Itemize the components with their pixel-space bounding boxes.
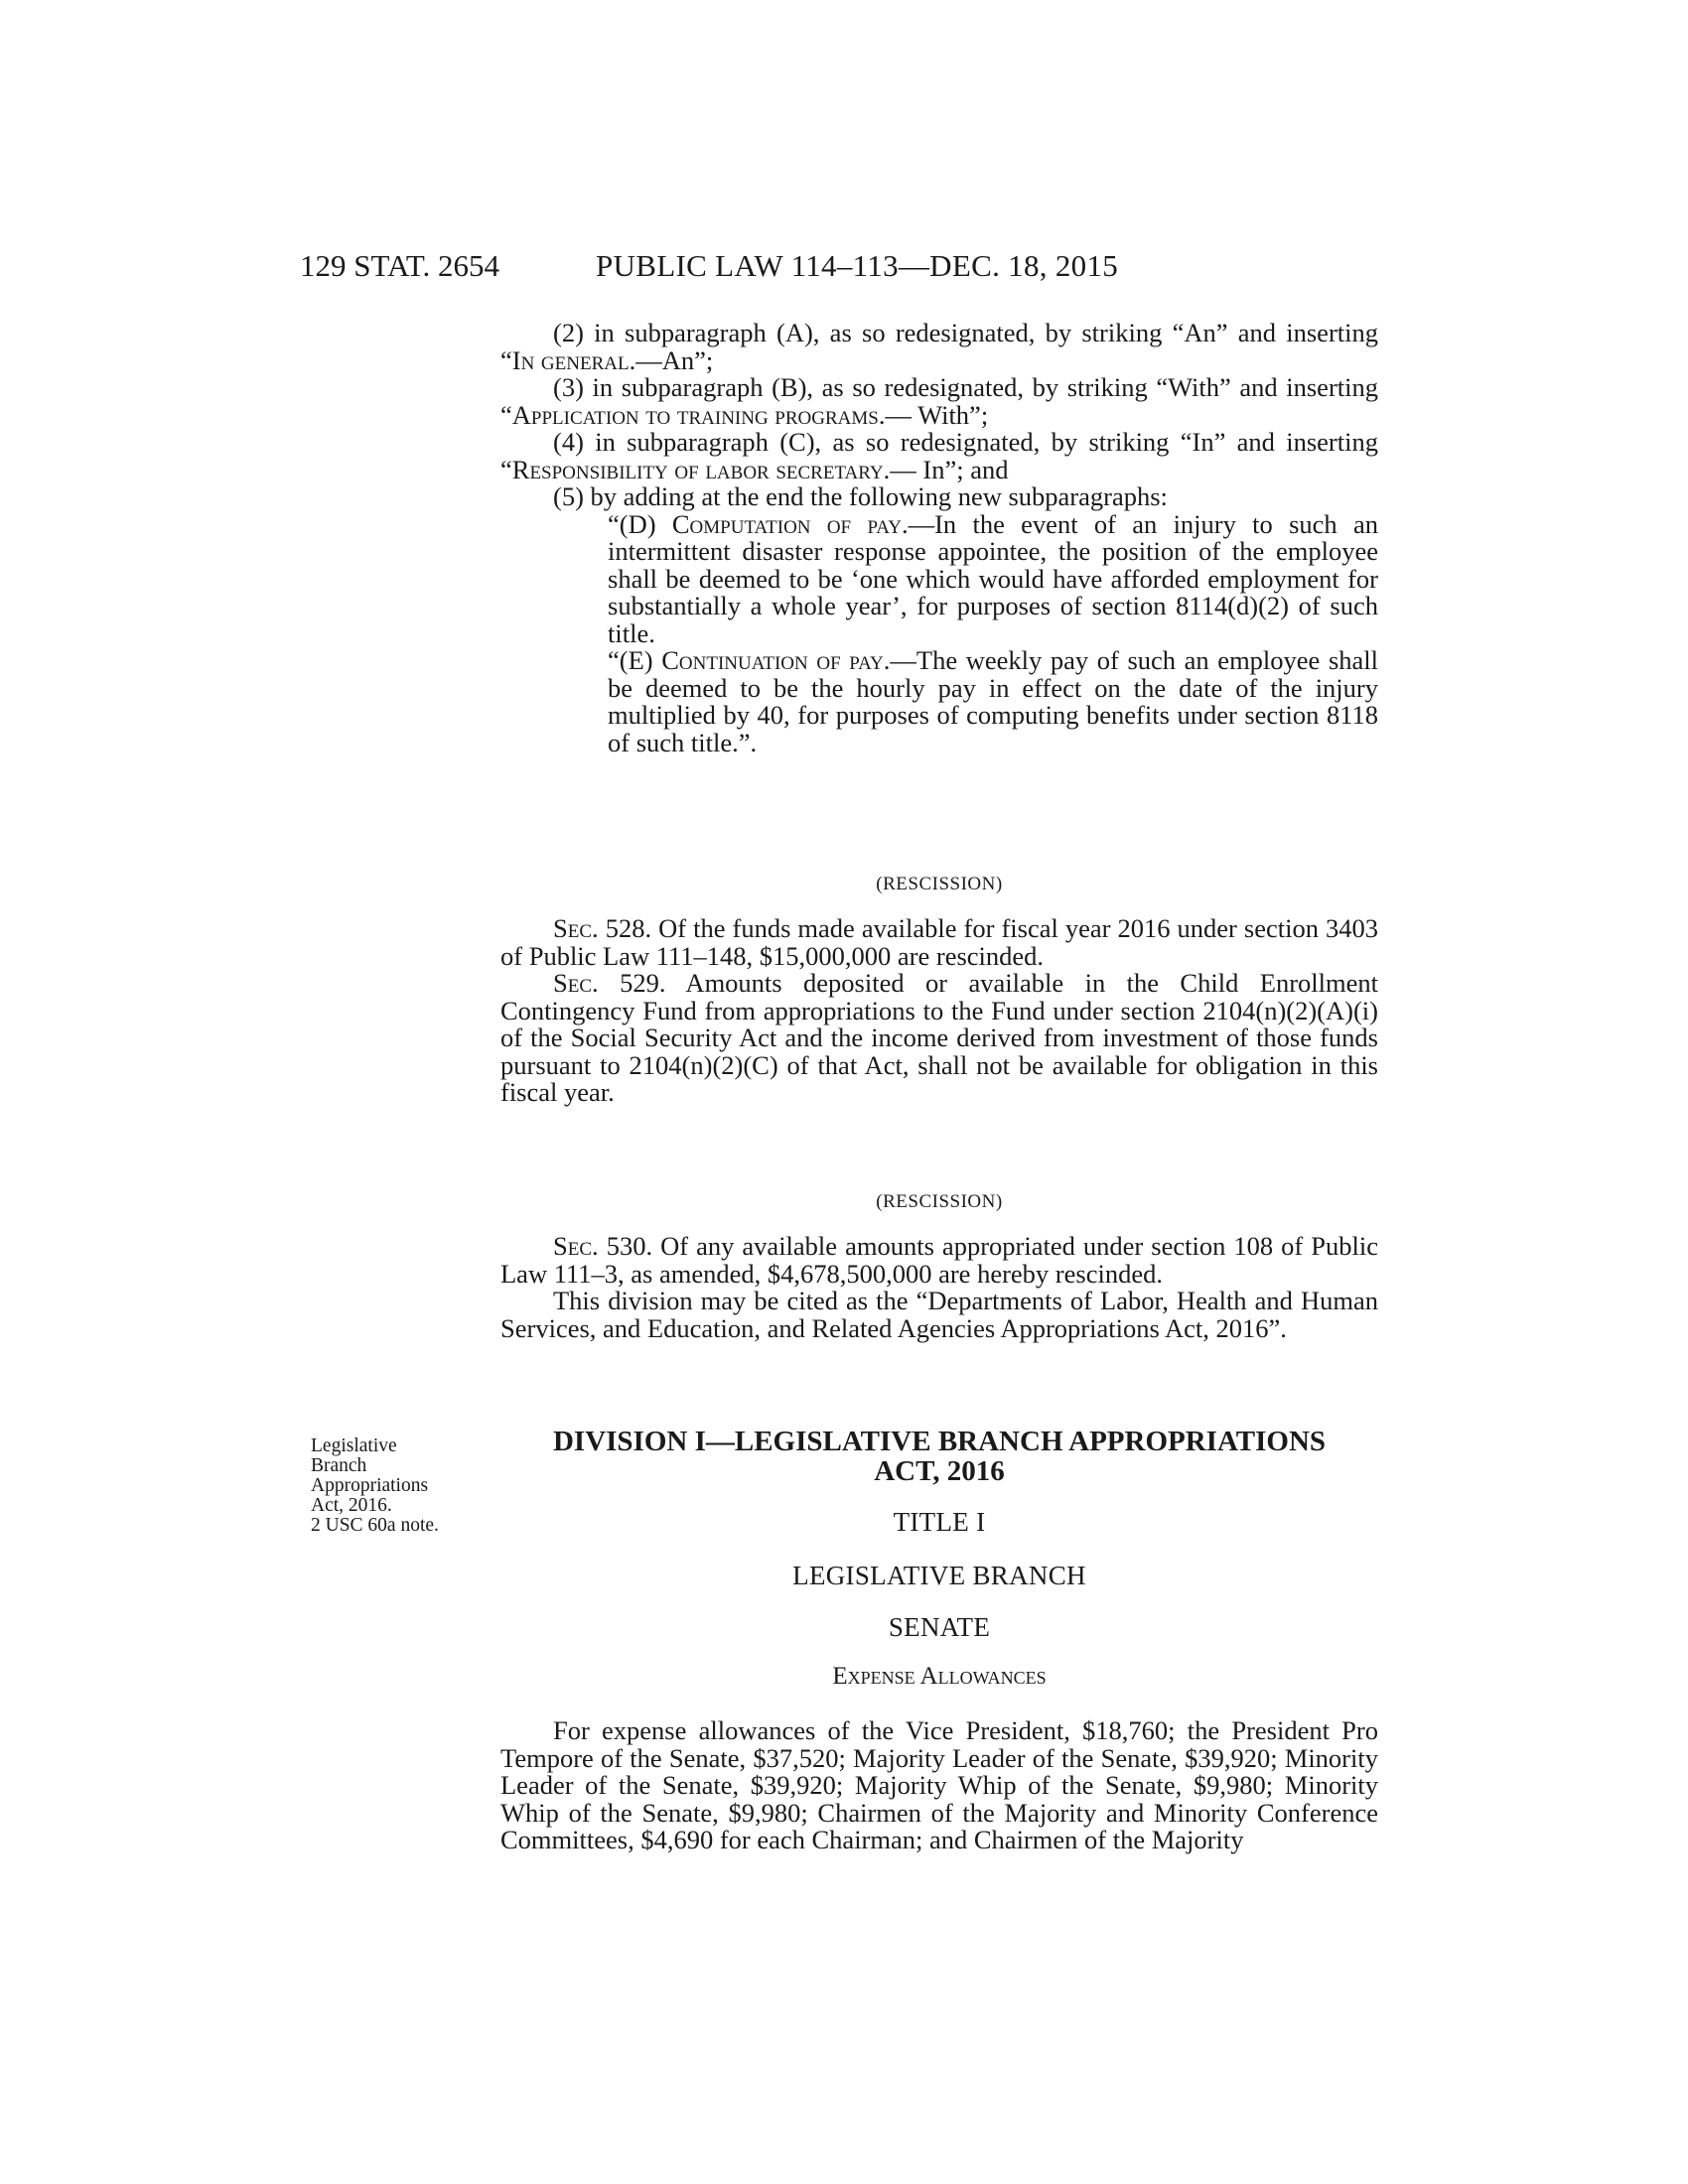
amendment-item-5: (5) by adding at the end the following new subparagraphs: bbox=[553, 481, 1168, 511]
senate-heading: SENATE bbox=[888, 1612, 991, 1642]
branch-heading: LEGISLATIVE BRANCH bbox=[792, 1561, 1086, 1590]
amendment-item-2: (2) in subparagraph (A), as so redesignated, by striking “An” and inserting “In general.—An”; bbox=[500, 318, 1378, 375]
division-title-line-1: DIVISION I—LEGISLATIVE BRANCH APPROPRIATIONS bbox=[552, 1426, 1327, 1457]
section-530-block bbox=[500, 1233, 1378, 1342]
section-528: Sec. 528. Of the funds made available for fiscal year 2016 under section 3403 of Public Law 111–148, $15,000,000 are rescinded. bbox=[500, 913, 1378, 971]
rescission-heading-2: (RESCISSION) bbox=[876, 1191, 1003, 1212]
running-header: PUBLIC LAW 114–113—DEC. 18, 2015 bbox=[596, 248, 1119, 283]
division-title bbox=[500, 1427, 1378, 1486]
amendment-item-4: (4) in subparagraph (C), as so redesignated, by striking “In” and inserting “Responsibility of labor secretary.— In”; and bbox=[500, 427, 1378, 484]
title-heading: TITLE I bbox=[893, 1507, 986, 1537]
section-530: Sec. 530. Of any available amounts appropriated under section 108 of Public Law 111–3, as amended, $4,678,500,000 are hereby rescinded. bbox=[500, 1231, 1378, 1289]
expense-allowances-heading: Expense Allowances bbox=[832, 1663, 1047, 1690]
division-citation: This division may be cited as the “Departments of Labor, Health and Human Services, and Education, and Related Agencies Appropriations Act, 2016”. bbox=[500, 1286, 1378, 1343]
expense-allowances-body bbox=[500, 1717, 1378, 1854]
section-529: Sec. 529. Amounts deposited or available in the Child Enrollment Contingency Fund from appropriations to the Fund under section 2104(n)(2)(A)(i) of the Social Security Act and the income derived from investment of those funds pursuant to 2104(n)(2)(C) of that Act, shall not be available for obligation in this fiscal year. bbox=[500, 968, 1378, 1107]
statute-page-number: 129 STAT. 2654 bbox=[300, 248, 500, 283]
subparagraph-d: “(D) Computation of pay.—In the event of an injury to such an intermittent disaster response appointee, the position of the employee shall be deemed to be ‘one which would have afforded employment for substantially a whole year’, for purposes of section 8114(d)(2) of such title. bbox=[608, 508, 1379, 648]
amendment-item-3: (3) in subparagraph (B), as so redesignated, by striking “With” and inserting “Application to training programs.— With”; bbox=[500, 372, 1378, 430]
subparagraph-e: “(E) Continuation of pay.—The weekly pay of such an employee shall be deemed to be the hourly pay in effect on the date of the injury multiplied by 40, for purposes of computing benefits under section 8118 of such title.”. bbox=[608, 645, 1378, 757]
division-title-line-2: ACT, 2016 bbox=[874, 1455, 1005, 1487]
rescission-heading-1: (RESCISSION) bbox=[876, 874, 1003, 894]
amendment-list bbox=[500, 320, 1378, 756]
margin-note: Legislative Branch Appropriations Act, 2016. 2 USC 60a note. bbox=[311, 1435, 439, 1536]
expense-allowances-paragraph: For expense allowances of the Vice President, $18,760; the President Pro Tempore of the Senate, $37,520; Majority Leader of the Senate, $39,920; Minority Leader of the Senate, $39,920; Majority Whip of the Senate, $9,980; Minority Whip of the Senate, $9,980; Chairmen of the Majority and Minority Conference Committees, $4,690 for each Chairman; and Chairmen of the Majority bbox=[500, 1715, 1378, 1854]
sections-528-529 bbox=[500, 915, 1378, 1107]
